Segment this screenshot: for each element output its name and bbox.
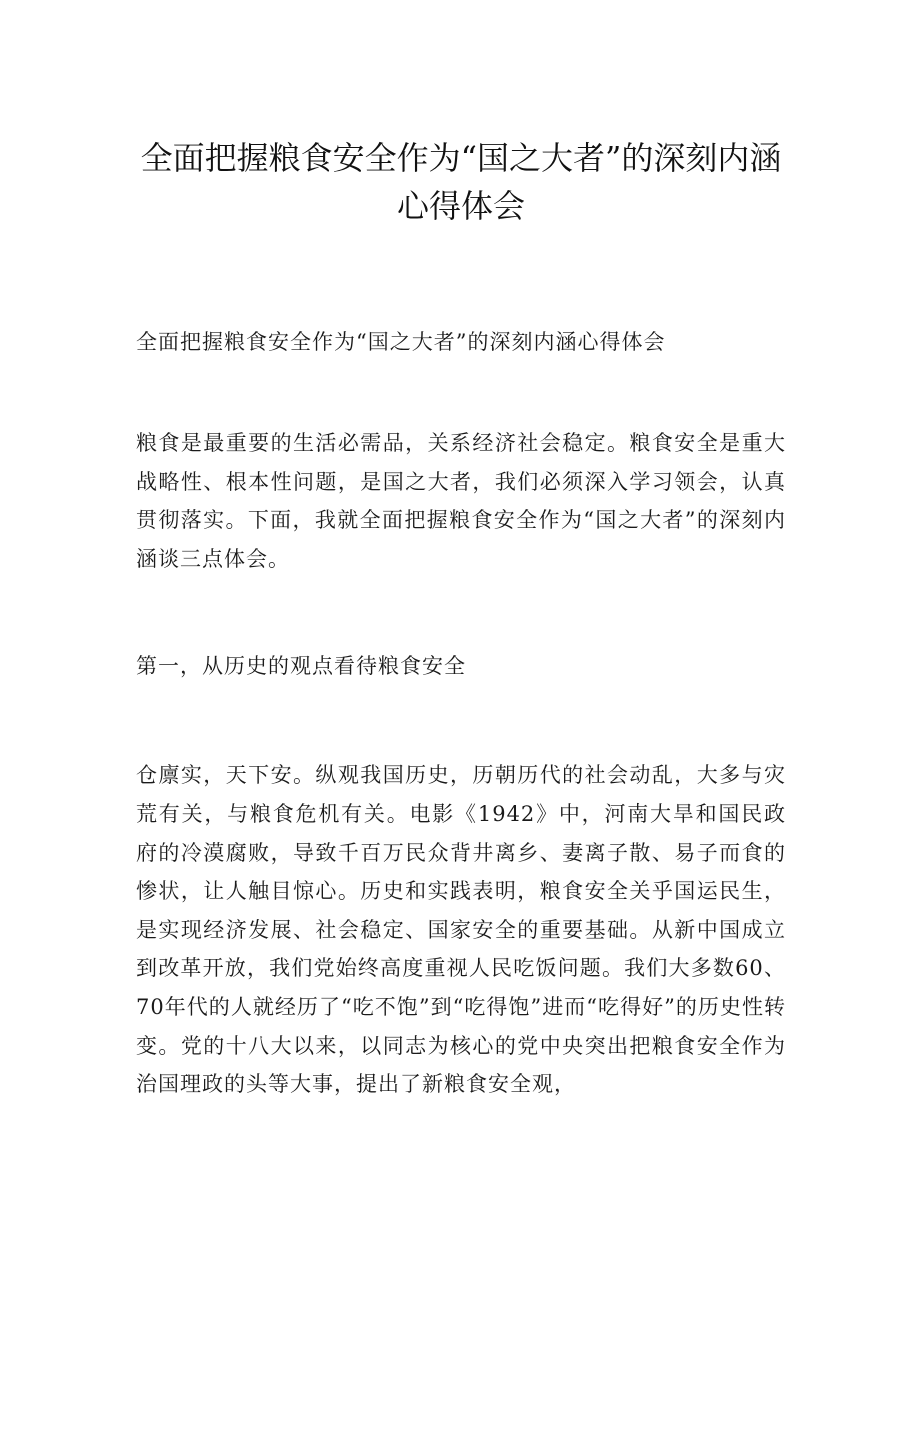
document-subtitle: 全面把握粮食安全作为“国之大者”的深刻内涵心得体会 <box>136 330 666 354</box>
section-1-paragraph: 仓廪实，天下安。纵观我国历史，历朝历代的社会动乱，大多与灾荒有关，与粮食危机有关。电影《1942》中，河南大旱和国民政府的冷漠腐败，导致千百万民众背井离乡、妻离子散、易子而食的惨状，让人触目惊心。历史和实践表明，粮食安全关乎国运民生，是实现经济发展、社会稳定、国家安全的重要基础。从新中国成立到改革开放，我们党始终高度重视人民吃饭问题。我们大多数60、70年代的人就经历了“吃不饱”到“吃得饱”进而“吃得好”的历史性转变。党的十八大以来，以同志为核心的党中央突出把粮食安全作为治国理政的头等大事，提出了新粮食安全观， <box>136 763 786 1097</box>
section-1-heading: 第一，从历史的观点看待粮食安全 <box>136 654 466 679</box>
intro-paragraph: 粮食是最重要的生活必需品，关系经济社会稳定。粮食安全是重大战略性、根本性问题，是国之大者，我们必须深入学习领会，认真贯彻落实。下面，我就全面把握粮食安全作为“国之大者”的深刻内涵谈三点体会。 <box>136 431 786 571</box>
document-title: 全面把握粮食安全作为“国之大者”的深刻内涵心得体会 <box>140 139 782 225</box>
document-page <box>0 134 920 1435</box>
